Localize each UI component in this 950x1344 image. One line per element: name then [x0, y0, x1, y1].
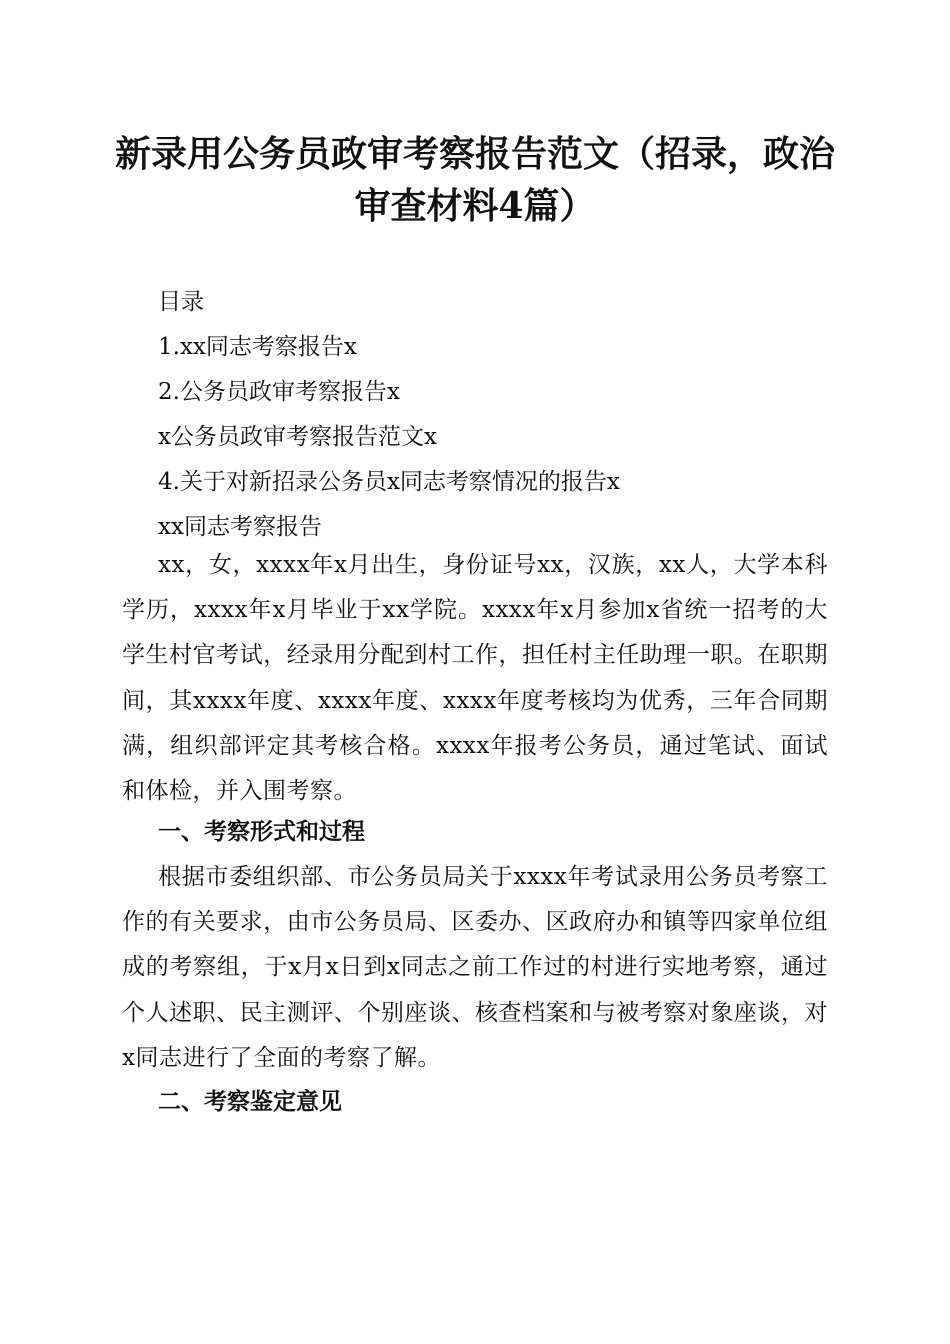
heading-inspection-form: 一、考察形式和过程 — [158, 819, 365, 845]
document-title-line-2: 审查材料4篇） — [354, 185, 596, 227]
table-of-contents — [158, 280, 858, 550]
toc-item: 1.xx同志考察报告x — [158, 334, 357, 360]
section-title: xx同志考察报告 — [158, 514, 322, 540]
document-title-line-1: 新录用公务员政审考察报告范文（招录，政治 — [114, 133, 835, 175]
toc-item: x公务员政审考察报告范文x — [158, 424, 437, 450]
heading-inspection-opinion: 二、考察鉴定意见 — [158, 1089, 342, 1115]
intro-paragraph: xx，女，xxxx年x月出生，身份证号xx，汉族，xx人，大学本科学历，xxxx年x月毕业于xx学院。xxxx年x月参加x省统一招考的大学生村官考试，经录用分配到村工作，担任村主任助理一职。在职期间，其xxxx年度、xxxx年度、xxxx年度考核均为优秀，三年合同期满，组织部评定其考核合格。xxxx年报考公务员，通过笔试、面试和体检，并入围考察。 — [122, 552, 828, 805]
paragraph-inspection-block — [122, 855, 828, 1081]
intro-paragraph-block — [122, 543, 828, 814]
toc-item: 2.公务员政审考察报告x — [158, 379, 400, 405]
paragraph-inspection: 根据市委组织部、市公务员局关于xxxx年考试录用公务员考察工作的有关要求，由市公务员局、区委办、区政府办和镇等四家单位组成的考察组，于x月x日到x同志之前工作过的村进行实地考察，通过个人述职、民主测评、个别座谈、核查档案和与被考察对象座谈，对x同志进行了全面的考察了解。 — [122, 864, 828, 1071]
document-title — [110, 128, 840, 232]
toc-heading: 目录 — [158, 289, 204, 315]
toc-item: 4.关于对新招录公务员x同志考察情况的报告x — [158, 469, 620, 495]
